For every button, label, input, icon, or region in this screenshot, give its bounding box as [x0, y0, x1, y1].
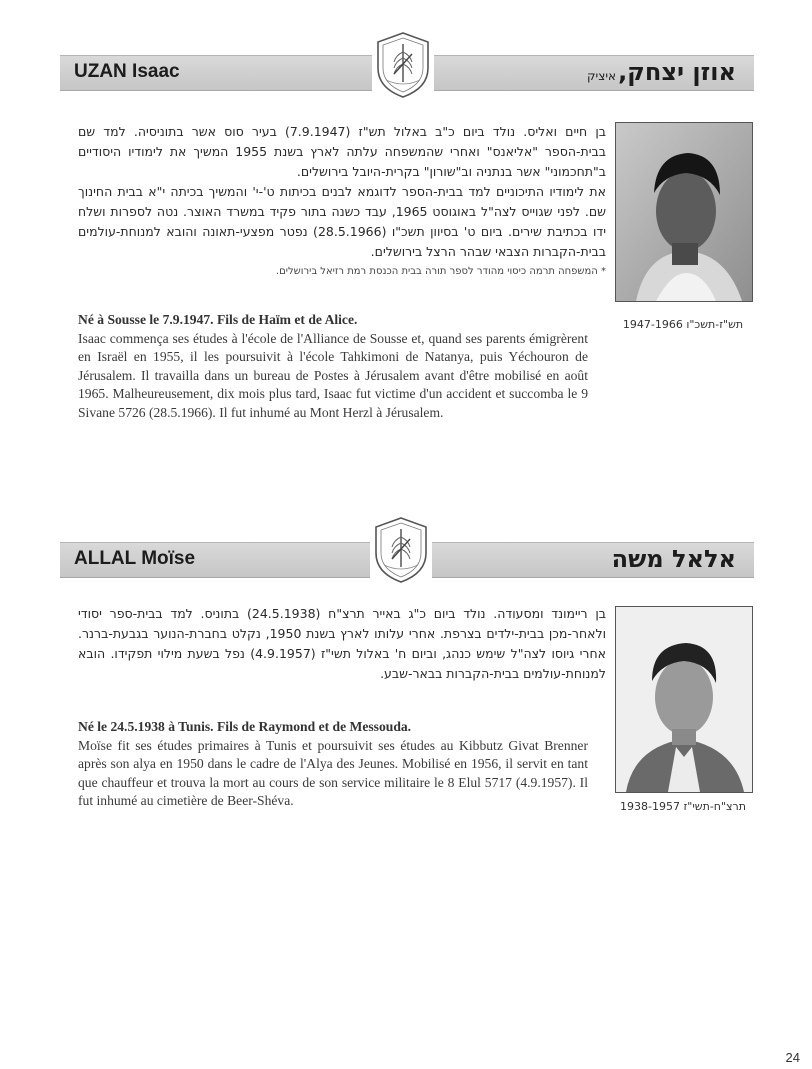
- portrait-photo: [615, 122, 753, 302]
- hebrew-paragraph: את לימודיו התיכוניים למד בבית-הספר לדוגמא לבנים בכיתות ט'-י' והמשיך בכיתה י"א בבית החינוך שם. לפני שגוייס לצה"ל באוגוסט 1965, עבד כשנה בתור פקיד במשרד האוצר. נטה לספרות ושלח ידו בכתיבת שירים. ביום ט' בסיוון תשכ"ו (28.5.1966) נפטר מפצעי-תאונה והובא למנוחת-עולמים בבית-הקברות הצבאי שבהר הרצל בירושלים.: [78, 184, 607, 259]
- latin-name: UZAN Isaac: [74, 61, 180, 82]
- hebrew-name: [610, 545, 736, 573]
- french-body: Isaac commença ses études à l'école de l'Alliance de Sousse et, quand ses parents émigrèrent en Israël en 1955, il les poursuivit à l'école Tahkimoni de Natanya, puis Yéchouron de Jérusalem. Il travailla dans un bureau de Postes à Jérusalem avant d'être mobilisé en août 1965. Malheureusement, dix mois plus tard, Isaac fut victime d'un accident et succomba le 9 Sivane 5726 (28.5.1966). Il fut inhumé au Mont Herzl à Jérusalem.: [78, 330, 588, 420]
- latin-name: ALLAL Moïse: [74, 548, 196, 569]
- hebrew-footnote: * המשפחה תרמה כיסוי מהודר לספר תורה בבית הכנסת רמת רזיאל בירושלים.: [275, 266, 606, 277]
- hebrew-name-text: אלאל משה: [611, 545, 736, 573]
- hebrew-name: [587, 58, 736, 86]
- hebrew-alias: איציק: [587, 69, 617, 83]
- memorial-entry-uzan: [0, 0, 812, 470]
- french-heading: Né le 24.5.1938 à Tunis. Fils de Raymond et de Messouda.: [78, 719, 412, 734]
- hebrew-name-text: אוזן יצחק,: [618, 58, 736, 86]
- page-number: 24: [785, 1050, 800, 1065]
- french-biography: [78, 718, 588, 811]
- hebrew-biography: [78, 122, 606, 280]
- french-biography: [78, 311, 588, 423]
- memorial-entry-allal: [0, 500, 812, 840]
- french-body: Moïse fit ses études primaires à Tunis et poursuivit ses études au Kibbutz Givat Brenner après son alya en 1950 dans le cadre de l'Alya des Jeunes. Mobilisé en 1956, il servit en tant que chauffeur et trouva la mort au cours de son service militaire le 8 Elul 5717 (4.9.1957). Il fut inhumé au cimetière de Beer-Shéva.: [78, 737, 588, 809]
- hebrew-paragraph: בן ריימונד ומסעודה. נולד ביום כ"ג באייר תרצ"ח (24.5.1938) בתוניס. למד בבית-ספר יסודי ולאחר-מכן בבית-ילדים בצרפת. אחרי עלותו לארץ בשנת 1950, נקלט בחברת-הנוער בגבעת-ברנר. אחרי גיוסו לצה"ל שימש כנהג, וביום ח' באלול תשי"ז (4.9.1957) נפל בשעת מילוי תפקידו. הובא למנוחת-עולמים בבית-הקברות בבאר-שבע.: [78, 606, 607, 681]
- french-heading: Né à Sousse le 7.9.1947. Fils de Haïm et de Alice.: [78, 312, 358, 327]
- idf-emblem-icon: [372, 30, 434, 100]
- portrait-photo: [615, 606, 753, 793]
- hebrew-paragraph: בן חיים ואליס. נולד ביום כ"ב באלול תש"ז (7.9.1947) בעיר סוס אשר בתוניסיה. למד שם בבית-הספר "אליאנס" ואחרי שהמשפחה עלתה לארץ בשנת 1955 המשיך את לימודיו היסודיים ב"תחכמוני" אשר בנתניה וב"שורון" בקרית-היובל בירושלים.: [78, 124, 607, 179]
- photo-caption: תרצ"ח-תשי"ז 1938-1957: [620, 800, 746, 813]
- idf-emblem-icon: [370, 515, 432, 585]
- photo-caption: תש"ז-תשכ"ו 1947-1966: [622, 318, 744, 331]
- hebrew-biography: [78, 604, 606, 684]
